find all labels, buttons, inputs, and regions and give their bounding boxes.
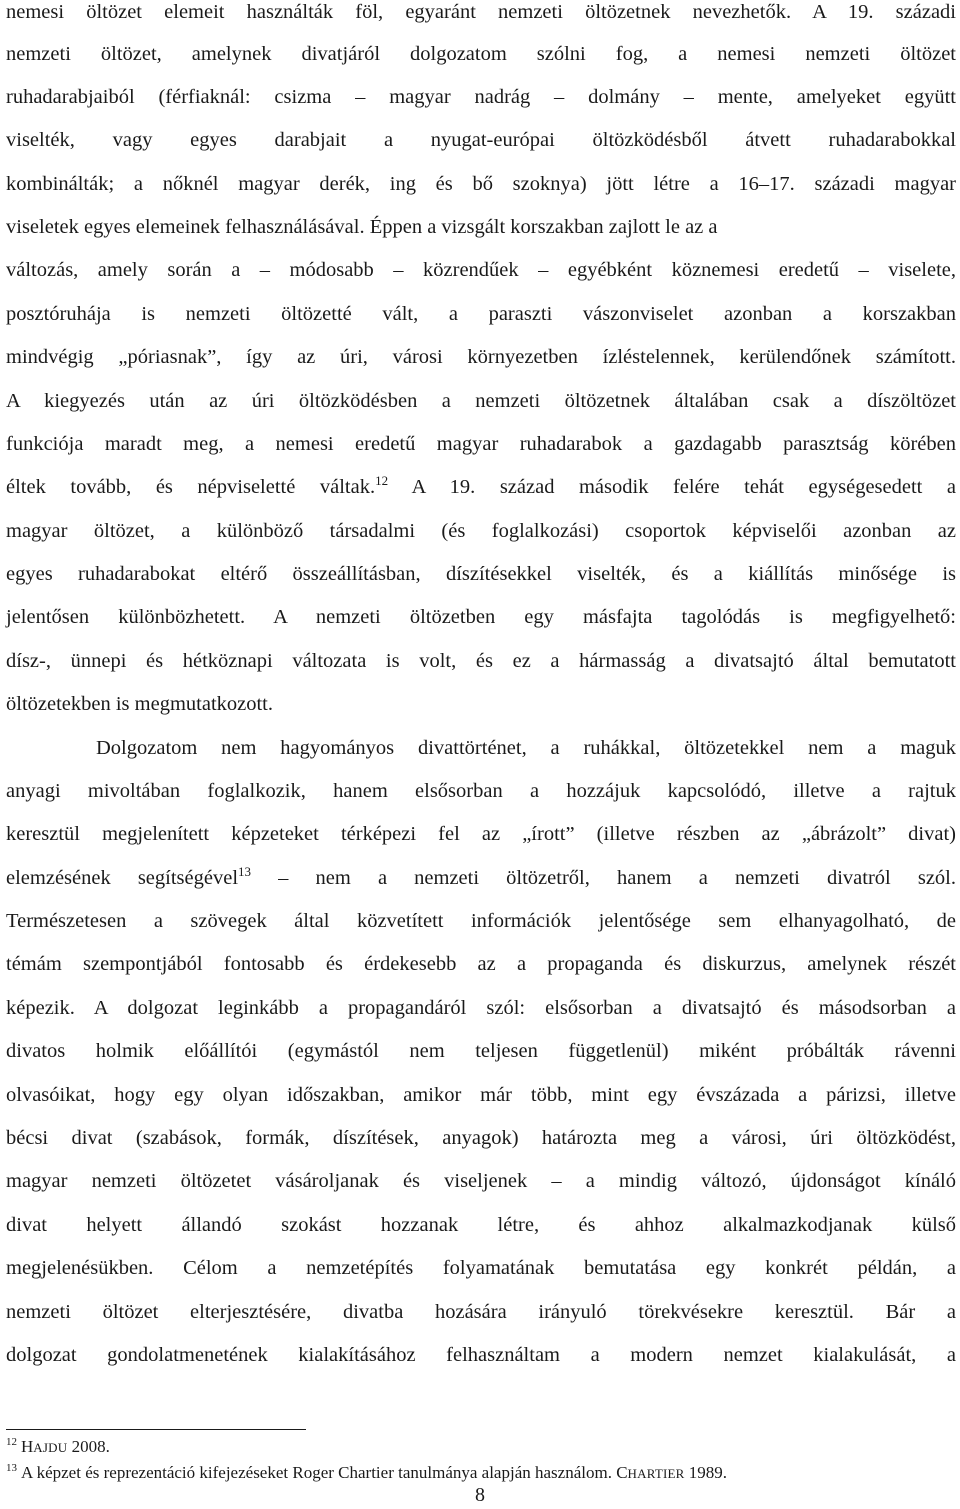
- footnote-ref-12[interactable]: 12: [375, 473, 389, 488]
- body-line-11: funkciója maradt meg, a nemesi eredetű magyar ruhadarabok a gazdagabb parasztság körében: [6, 433, 956, 455]
- body-line-7: változás, amely során a – módosabb – közrendűek – egyébként köznemesi eredetű – viselete,: [6, 259, 956, 281]
- body-line-16: dísz-, ünnepi és hétköznapi változata is volt, és ez a hármasság a divatsajtó által bemutatott: [6, 650, 956, 672]
- body-line-21-head: elemzésének segítségével: [6, 867, 239, 889]
- body-line-8: posztóruhája is nemzeti öltözetté vált, a paraszti vászonviselet azonban a korszakban: [6, 303, 956, 325]
- footnote-13-author-rest: HARTIER: [627, 1466, 685, 1481]
- body-line-32: dolgozat gondolatmenetének kialakításához felhasználtam a modern nemzet kialakulását, a: [6, 1344, 956, 1366]
- footnote-12: [6, 1436, 110, 1459]
- footnote-13-year: 1989.: [684, 1463, 727, 1482]
- body-line-23: témám szempontjából fontosabb és érdekesebb az a propaganda és diskurzus, amelynek részét: [6, 953, 956, 975]
- body-line-19: anyagi mivoltában foglalkozik, hanem elsősorban a hozzájuk kapcsolódó, illetve a rajtuk: [6, 780, 956, 802]
- body-line-14: egyes ruhadarabokat eltérő összeállításban, díszítésekkel viselték, és a kiállítás minősége is: [6, 563, 956, 585]
- body-line-18: Dolgozatom nem hagyományos divattörténet, a ruhákkal, öltözetekkel nem a maguk: [96, 737, 956, 759]
- footnote-12-author-rest: AJDU: [33, 1440, 68, 1455]
- body-line-13: magyar öltözet, a különböző társadalmi (és foglalkozási) csoportok képviselői azonban az: [6, 520, 956, 542]
- body-line-10: A kiegyezés után az úri öltözködésben a nemzeti öltözetnek általában csak a díszöltözet: [6, 390, 956, 412]
- body-line-12-head: éltek tovább, és népviseletté váltak.: [6, 476, 376, 498]
- body-line-4: viselték, vagy egyes darabjait a nyugat-európai öltözködésből átvett ruhadarabokkal: [6, 129, 956, 151]
- body-line-25: divatos holmik előállítói (egymástól nem teljesen függetlenül) miként próbálták rávenni: [6, 1040, 956, 1062]
- body-line-6: viseletek egyes elemeinek felhasználásával. Éppen a vizsgált korszakban zajlott le az a: [6, 216, 718, 238]
- footnote-ref-13[interactable]: 13: [238, 864, 252, 879]
- footnote-number-12: 12: [6, 1436, 17, 1448]
- footnote-13: [6, 1462, 727, 1485]
- body-line-22: Természetesen a szövegek által közvetített információk jelentősége sem elhanyagolható, de: [6, 910, 956, 932]
- body-line-12-tail: A 19. század második felére tehát egységesedett a: [388, 476, 956, 498]
- body-line-9: mindvégig „póriasnak”, így az úri, városi környezetben ízléstelennek, kerülendőnek számított.: [6, 346, 956, 368]
- footnote-12-year: 2008.: [67, 1437, 110, 1456]
- body-line-3: ruhadarabjaiból (férfiaknál: csizma – magyar nadrág – dolmány – mente, amelyeket együtt: [6, 86, 956, 108]
- body-line-17: öltözetekben is megmutatkozott.: [6, 693, 274, 715]
- footnote-12-author-initial: H: [21, 1437, 34, 1456]
- body-line-28: magyar nemzeti öltözetet vásároljanak és viseljenek – a mindig változó, újdonságot kínáló: [6, 1170, 956, 1192]
- body-line-1: nemesi öltözet elemeit használták föl, egyaránt nemzeti öltözetnek nevezhetők. A 19. századi: [6, 1, 956, 23]
- body-line-12: [6, 473, 956, 501]
- body-line-27: bécsi divat (szabások, formák, díszítések, anyagok) határozta meg a városi, úri öltözködést,: [6, 1127, 956, 1149]
- body-line-21: [6, 864, 956, 892]
- body-line-21-tail: – nem a nemzeti öltözetről, hanem a nemzeti divatról szól.: [251, 867, 956, 889]
- body-line-15: jelentősen különbözhetett. A nemzeti öltözetben egy másfajta tagolódás is megfigyelhető:: [6, 606, 956, 628]
- body-line-2: nemzeti öltözet, amelynek divatjáról dolgozatom szólni fog, a nemesi nemzeti öltözet: [6, 43, 956, 65]
- body-line-26: olvasóikat, hogy egy olyan időszakban, amikor már több, mint egy évszázada a párizsi, illetve: [6, 1084, 956, 1106]
- body-line-31: nemzeti öltözet elterjesztésére, divatba hozására irányuló törekvésekre keresztül. Bár a: [6, 1301, 956, 1323]
- body-line-30: megjelenésükben. Célom a nemzetépítés folyamatának bemutatása egy konkrét példán, a: [6, 1257, 956, 1279]
- body-line-5: kombinálták; a nőknél magyar derék, ing és bő szoknya) jött létre a 16–17. századi magyar: [6, 173, 956, 195]
- page-number: 8: [475, 1484, 485, 1506]
- body-line-20: keresztül megjelenített képzeteket térképezi fel az „írott” (illetve részben az „ábrázolt” divat): [6, 823, 956, 845]
- footnote-number-13: 13: [6, 1462, 17, 1474]
- footnote-13-text: A képzet és reprezentáció kifejezéseket Roger Chartier tanulmánya alapján használom.: [21, 1463, 617, 1482]
- body-line-24: képezik. A dolgozat leginkább a propagandáról szól: elsősorban a divatsajtó és másodsorban a: [6, 997, 956, 1019]
- footnote-separator: [6, 1429, 306, 1430]
- body-line-29: divat helyett állandó szokást hozzanak létre, és ahhoz alkalmazkodjanak külső: [6, 1214, 956, 1236]
- footnote-13-author-initial: C: [616, 1463, 628, 1482]
